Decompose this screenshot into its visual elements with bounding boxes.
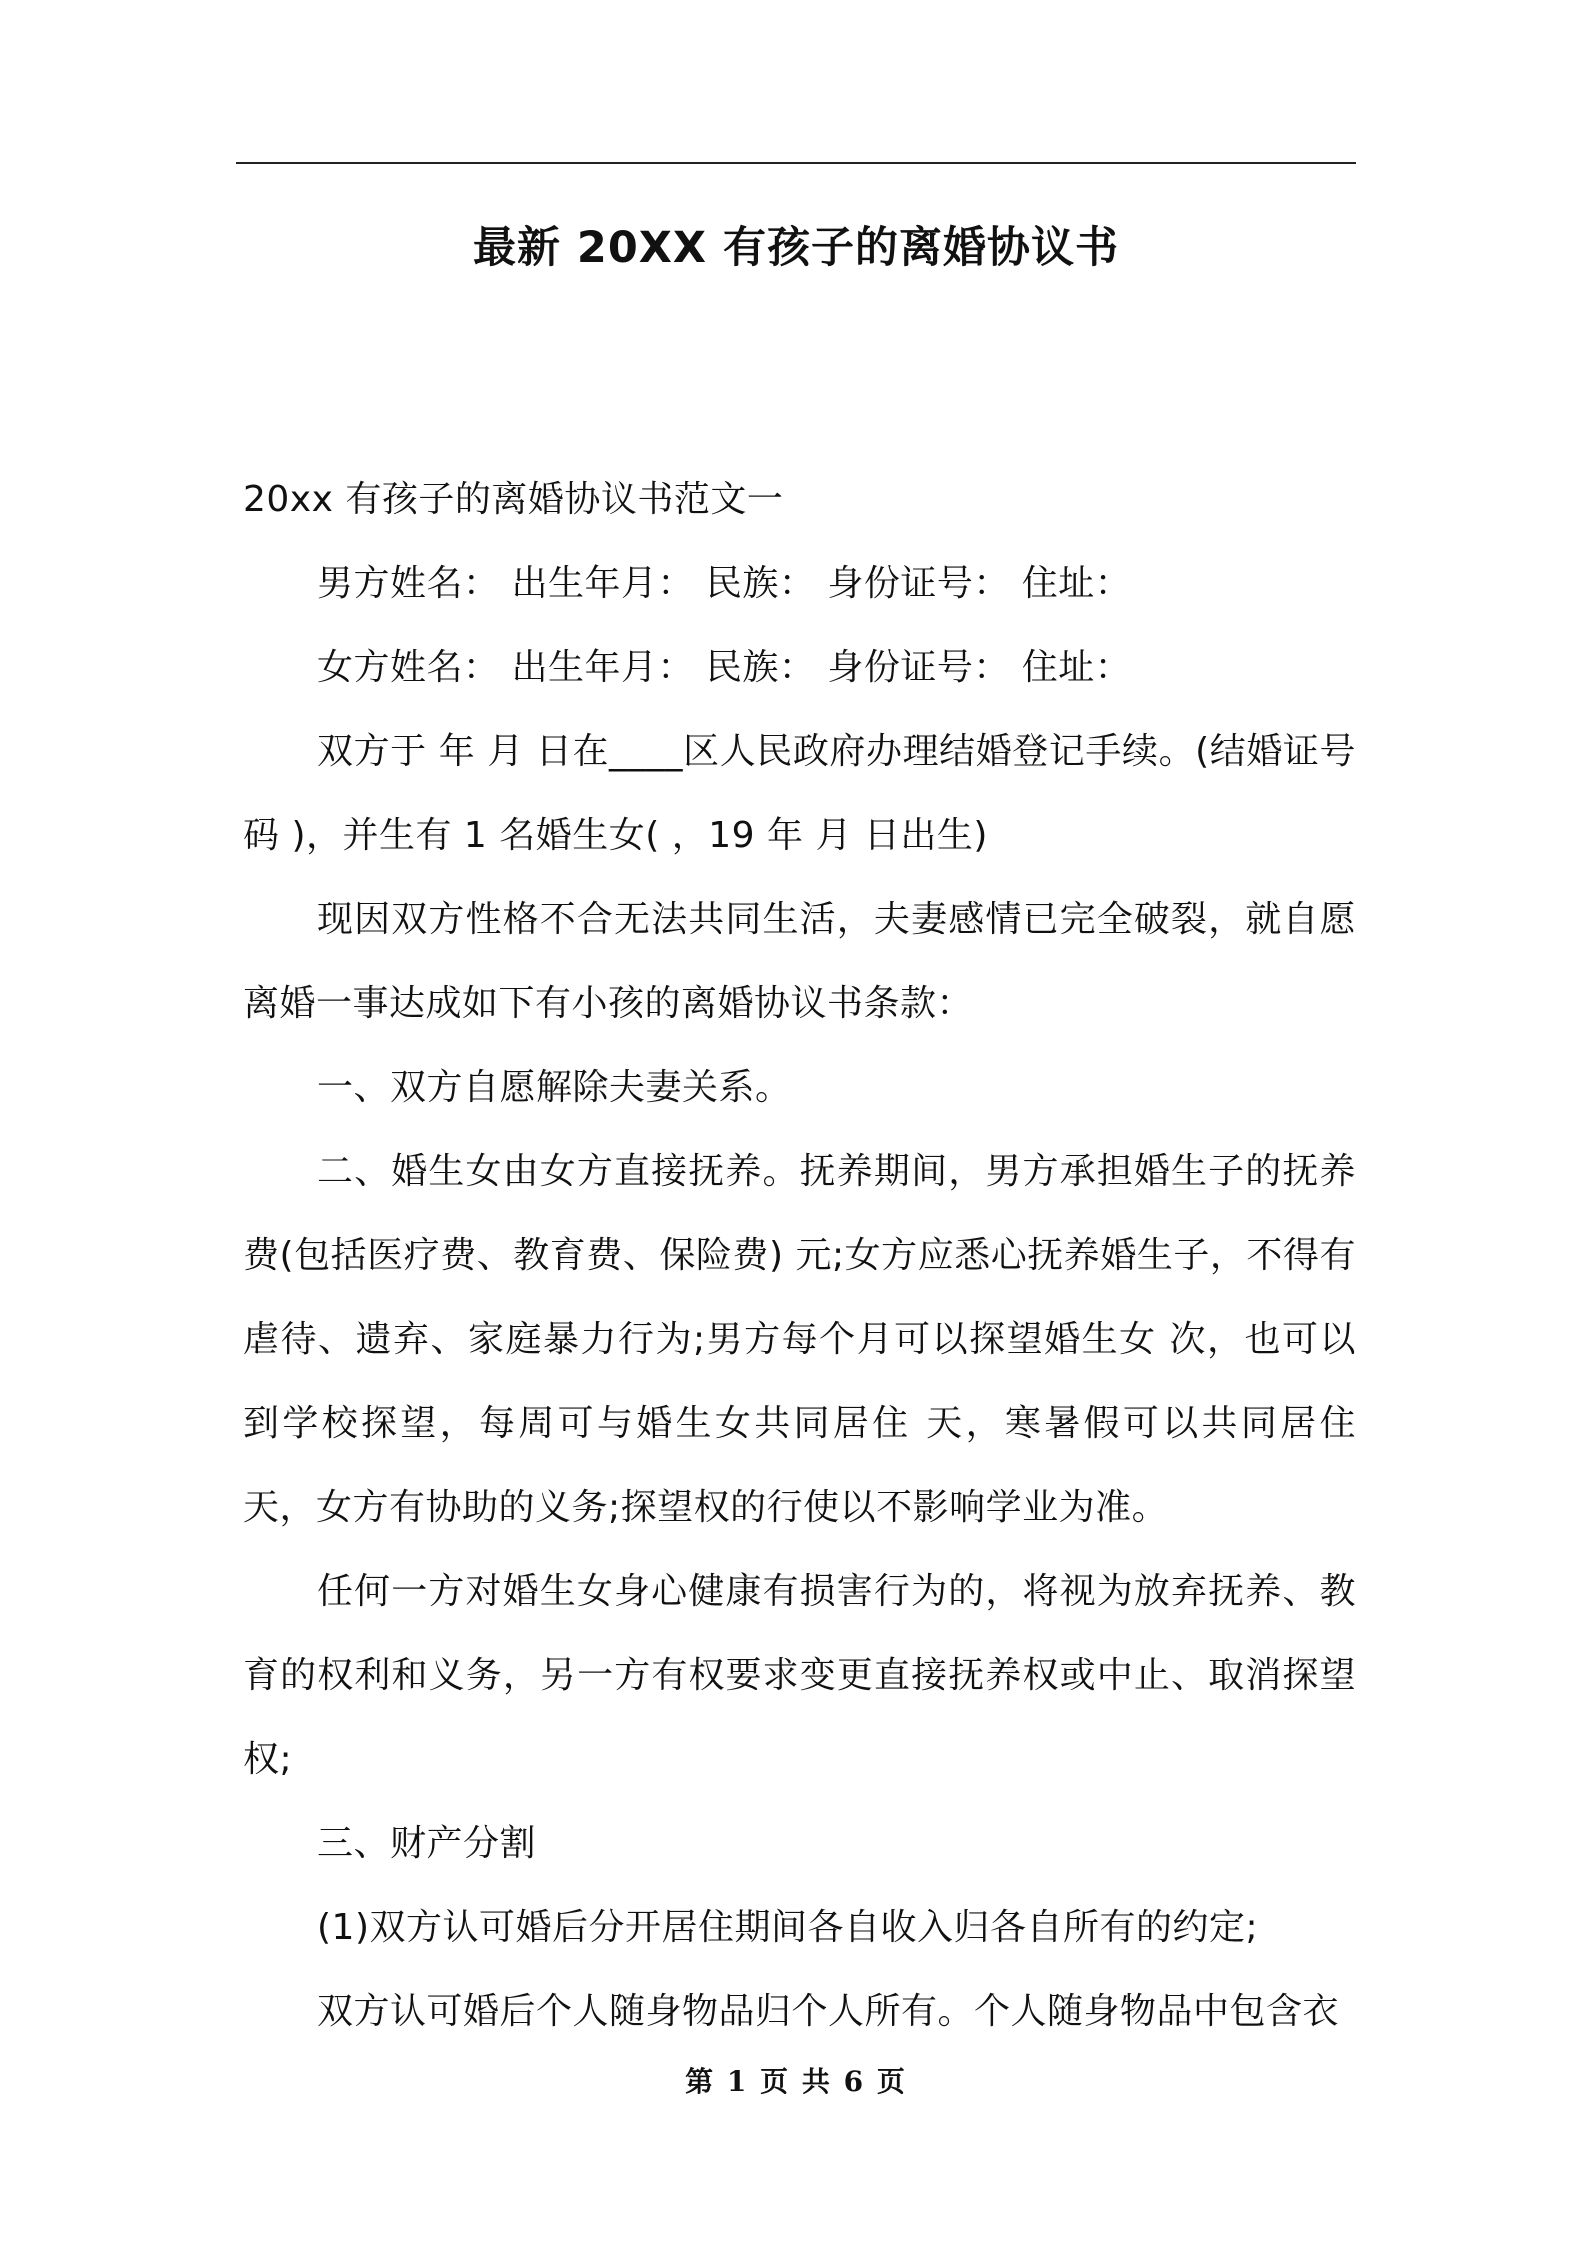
clause-three-heading: 三、财产分割 xyxy=(317,1823,537,1864)
section-heading: 20xx 有孩子的离婚协议书范文一 xyxy=(243,479,784,520)
page-footer: 第 1 页 共 6 页 xyxy=(685,2065,907,2098)
document-title: 最新 20XX 有孩子的离婚协议书 xyxy=(472,223,1120,273)
paragraph-wife-info: 女方姓名： 出生年月： 民族： 身份证号： 住址： xyxy=(317,647,1132,688)
paragraph-husband-info: 男方姓名： 出生年月： 民族： 身份证号： 住址： xyxy=(317,563,1132,604)
paragraph-personal-items: 双方认可婚后个人随身物品归个人所有。个人随身物品中包含衣 xyxy=(317,1991,1340,2032)
property-item-one: (1)双方认可婚后分开居住期间各自收入归各自所有的约定; xyxy=(317,1907,1259,1948)
paragraph-custody-penalty: 任何一方对婚生女身心健康有损害行为的，将视为放弃抚养、教育的权利和义务，另一方有权要求变更直接抚养权或中止、取消探望权; xyxy=(243,1571,1356,1780)
paragraph-marriage-registration: 双方于 年 月 日在____区人民政府办理结婚登记手续。(结婚证号码 )，并生有 1 名婚生女( ，19 年 月 日出生) xyxy=(243,731,1356,856)
clause-one: 一、双方自愿解除夫妻关系。 xyxy=(317,1067,792,1108)
document-body xyxy=(243,458,1356,2054)
paragraph-reason: 现因双方性格不合无法共同生活，夫妻感情已完全破裂，就自愿离婚一事达成如下有小孩的离婚协议书条款： xyxy=(243,899,1356,1024)
header-rule xyxy=(236,162,1356,164)
clause-two: 二、婚生女由女方直接抚养。抚养期间，男方承担婚生子的抚养费(包括医疗费、教育费、保险费) 元;女方应悉心抚养婚生子，不得有虐待、遗弃、家庭暴力行为;男方每个月可以探望婚生女 次，也可以到学校探望，每周可与婚生女共同居住 天，寒暑假可以共同居住 天，女方有协助的义务;探望权的行使以不影响学业为准。 xyxy=(243,1151,1356,1528)
